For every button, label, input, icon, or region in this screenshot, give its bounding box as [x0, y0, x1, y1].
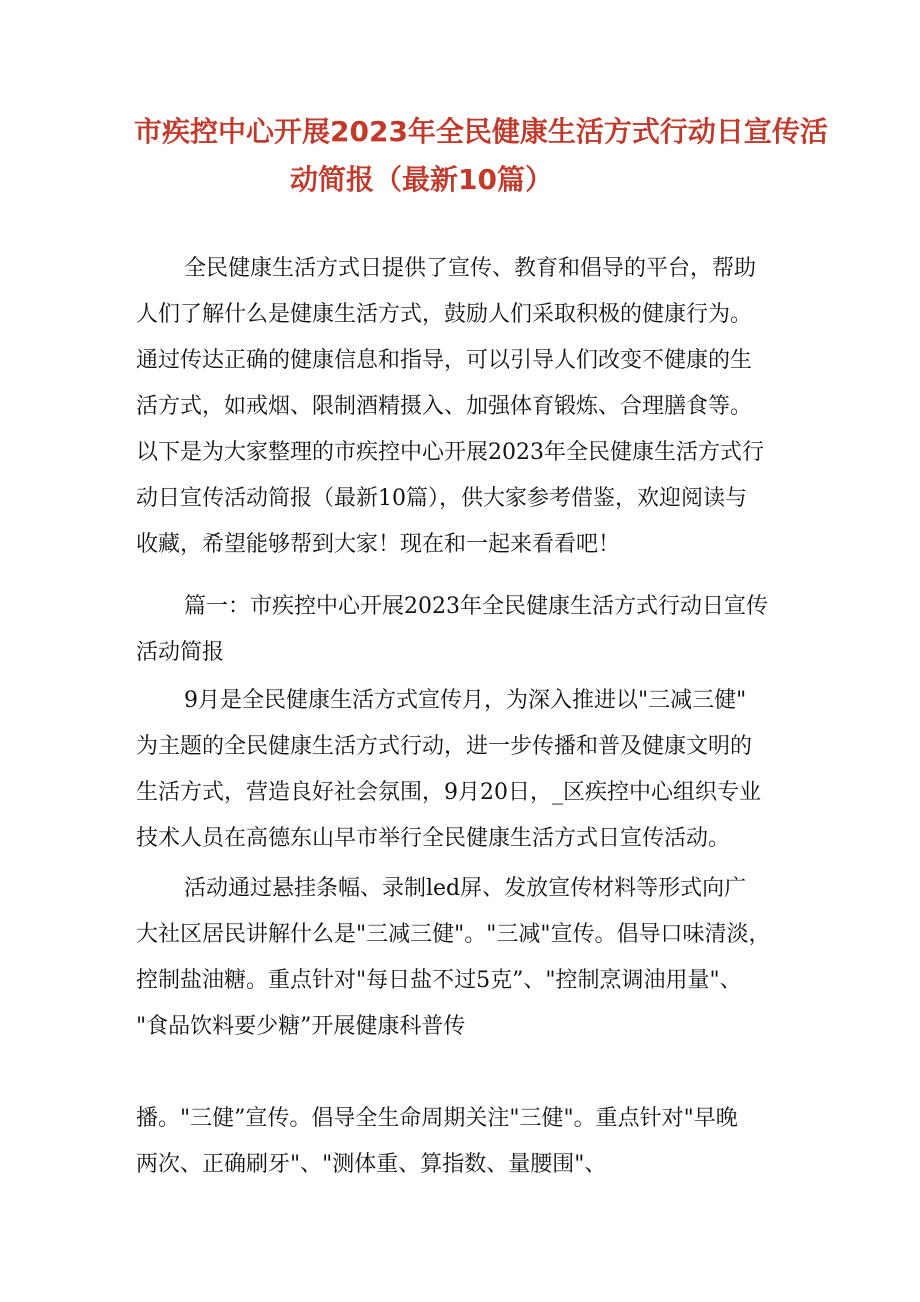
text-line: 以下是为大家整理的市疾控中心开展2023年全民健康生活方式行 — [136, 440, 764, 465]
text-line: 全民健康生活方式日提供了宣传、教育和倡导的平台，帮助 — [184, 256, 757, 281]
text-line: 为主题的全民健康生活方式行动，进一步传播和普及健康文明的 — [136, 734, 753, 759]
title-line-2: 动简报（最新10篇） — [290, 163, 553, 196]
text-line: 播。"三健”宣传。倡导全生命周期关注"三健"。重点针对"早晚 — [136, 1106, 738, 1131]
title-line-1: 市疾控中心开展2023年全民健康生活方式行动日宣传活 — [134, 115, 828, 148]
text-line: "食品饮料要少糖”开展健康科普传 — [136, 1014, 466, 1039]
text-line: 大社区居民讲解什么是"三减三健"。"三减"宣传。倡导口味清淡， — [136, 922, 771, 947]
text-line: 活动通过悬挂条幅、录制led屏、发放宣传材料等形式向广 — [184, 876, 747, 901]
document-title — [110, 108, 828, 204]
paragraph-event — [136, 678, 806, 862]
text-line: 9月是全民健康生活方式宣传月，为深入推进以"三减三健" — [184, 688, 747, 713]
text-line: 活动简报 — [136, 640, 225, 665]
paragraph-activities — [136, 866, 806, 1050]
text-line: 篇一：市疾控中心开展2023年全民健康生活方式行动日宣传 — [184, 594, 768, 619]
paragraph-continued — [136, 1096, 806, 1188]
text-line: 收藏，希望能够帮到大家！现在和一起来看看吧！ — [136, 532, 621, 557]
text-line: 控制盐油糖。重点针对"每日盐不过5克”、"控制烹调油用量"、 — [136, 968, 742, 993]
text-line: 生活方式，营造良好社会氛围，9月20日，_区疾控中心组织专业 — [136, 780, 761, 805]
text-line: 两次、正确刷牙"、"测体重、算指数、量腰围"、 — [136, 1152, 607, 1177]
text-line: 通过传达正确的健康信息和指导，可以引导人们改变不健康的生 — [136, 348, 753, 373]
text-line: 人们了解什么是健康生活方式，鼓励人们采取积极的健康行为。 — [136, 302, 753, 327]
paragraph-intro — [136, 246, 806, 568]
text-line: 动日宣传活动简报（最新10篇），供大家参考借鉴，欢迎阅读与 — [136, 486, 747, 511]
paragraph-section-heading — [136, 584, 806, 676]
text-line: 活方式，如戒烟、限制酒精摄入、加强体育锻炼、合理膳食等。 — [136, 394, 753, 419]
text-line: 技术人员在高德东山早市举行全民健康生活方式日宣传活动。 — [136, 826, 731, 851]
